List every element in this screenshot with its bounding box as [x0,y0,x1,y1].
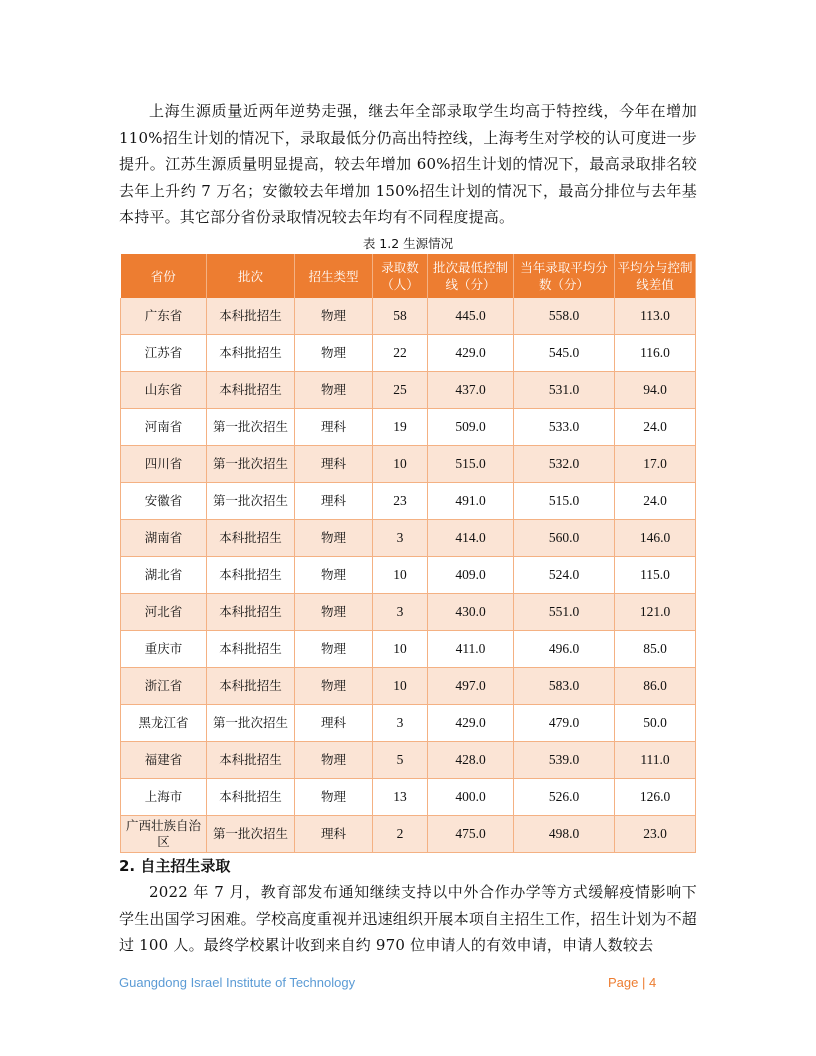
table-cell: 17.0 [615,446,696,483]
table-row [121,335,696,372]
table-row [121,298,696,335]
table-cell: 物理 [295,668,373,705]
enrollment-table [120,254,696,853]
table-cell: 560.0 [514,520,615,557]
table-cell: 126.0 [615,779,696,816]
table-cell: 本科批招生 [207,298,295,335]
table-cell: 85.0 [615,631,696,668]
table-cell: 第一批次招生 [207,705,295,742]
table-caption: 表 1.2 生源情况 [362,236,454,251]
section-heading: 2. 自主招生录取 [119,857,231,875]
table-cell: 本科批招生 [207,779,295,816]
table-cell: 第一批次招生 [207,483,295,520]
table-cell: 558.0 [514,298,615,335]
table-cell: 146.0 [615,520,696,557]
table-cell: 479.0 [514,705,615,742]
table-row [121,816,696,853]
footer-institution: Guangdong Israel Institute of Technology [119,975,356,990]
table-cell: 浙江省 [121,668,207,705]
table-cell: 广东省 [121,298,207,335]
table-row [121,668,696,705]
column-header: 省份 [121,254,207,298]
table-cell: 111.0 [615,742,696,779]
table-cell: 526.0 [514,779,615,816]
table-cell: 524.0 [514,557,615,594]
table-cell: 2 [373,816,428,853]
footer-page-number: Page | 4 [608,975,657,990]
table-cell: 理科 [295,483,373,520]
table-cell: 江苏省 [121,335,207,372]
table-cell: 116.0 [615,335,696,372]
table-cell: 理科 [295,409,373,446]
table-cell: 94.0 [615,372,696,409]
table-cell: 3 [373,594,428,631]
table-cell: 10 [373,668,428,705]
table-cell: 本科批招生 [207,520,295,557]
table-row [121,631,696,668]
table-cell: 本科批招生 [207,372,295,409]
table-cell: 24.0 [615,483,696,520]
table-cell: 理科 [295,705,373,742]
table-row [121,557,696,594]
table-cell: 539.0 [514,742,615,779]
table-cell: 物理 [295,631,373,668]
table-cell: 本科批招生 [207,742,295,779]
table-cell: 物理 [295,742,373,779]
table-row [121,372,696,409]
table-cell: 498.0 [514,816,615,853]
table-cell: 430.0 [428,594,514,631]
table-row [121,705,696,742]
table-cell: 545.0 [514,335,615,372]
table-cell: 533.0 [514,409,615,446]
table-cell: 湖南省 [121,520,207,557]
table-row [121,446,696,483]
table-cell: 5 [373,742,428,779]
table-cell: 491.0 [428,483,514,520]
table-cell: 10 [373,446,428,483]
table-cell: 23.0 [615,816,696,853]
table-cell: 第一批次招生 [207,816,295,853]
table-cell: 437.0 [428,372,514,409]
table-cell: 物理 [295,335,373,372]
table-row [121,779,696,816]
table-cell: 13 [373,779,428,816]
body-paragraph-2: 2022 年 7 月，教育部发布通知继续支持以中外合作办学等方式缓解疫情影响下学生出国学习困难。学校高度重视并迅速组织开展本项自主招生工作，招生计划为不超过 100 人。最终学校累计收到来自约 970 位申请人的有效申请，申请人数较去 [119,883,697,954]
column-header: 招生类型 [295,254,373,298]
table-cell: 本科批招生 [207,557,295,594]
table-cell: 58 [373,298,428,335]
table-cell: 475.0 [428,816,514,853]
table-cell: 25 [373,372,428,409]
table-cell: 理科 [295,816,373,853]
table-cell: 山东省 [121,372,207,409]
table-body [121,298,696,853]
table-cell: 福建省 [121,742,207,779]
table-cell: 第一批次招生 [207,409,295,446]
table-row [121,742,696,779]
table-cell: 本科批招生 [207,335,295,372]
table-cell: 445.0 [428,298,514,335]
table-cell: 24.0 [615,409,696,446]
table-cell: 515.0 [428,446,514,483]
table-cell: 583.0 [514,668,615,705]
table-cell: 551.0 [514,594,615,631]
table-cell: 414.0 [428,520,514,557]
table-cell: 第一批次招生 [207,446,295,483]
table-row [121,409,696,446]
table-cell: 广西壮族自治区 [121,816,207,853]
table-cell: 496.0 [514,631,615,668]
column-header: 录取数（人） [373,254,428,298]
table-cell: 河北省 [121,594,207,631]
table-cell: 重庆市 [121,631,207,668]
column-header: 平均分与控制线差值 [615,254,696,298]
table-cell: 400.0 [428,779,514,816]
table-header-row [121,254,696,298]
table-cell: 理科 [295,446,373,483]
table-cell: 411.0 [428,631,514,668]
column-header: 当年录取平均分数（分） [514,254,615,298]
table-cell: 物理 [295,520,373,557]
table-cell: 河南省 [121,409,207,446]
table-cell: 本科批招生 [207,668,295,705]
table-cell: 115.0 [615,557,696,594]
table-cell: 物理 [295,372,373,409]
table-row [121,483,696,520]
table-cell: 3 [373,520,428,557]
table-cell: 409.0 [428,557,514,594]
table-cell: 3 [373,705,428,742]
table-cell: 121.0 [615,594,696,631]
table-row [121,594,696,631]
table-cell: 86.0 [615,668,696,705]
table-cell: 515.0 [514,483,615,520]
table-row [121,520,696,557]
table-cell: 50.0 [615,705,696,742]
table-cell: 本科批招生 [207,631,295,668]
table-cell: 10 [373,631,428,668]
table-cell: 429.0 [428,335,514,372]
table-cell: 531.0 [514,372,615,409]
table-cell: 物理 [295,557,373,594]
table-cell: 四川省 [121,446,207,483]
table-cell: 19 [373,409,428,446]
table-cell: 497.0 [428,668,514,705]
table-cell: 429.0 [428,705,514,742]
table-cell: 113.0 [615,298,696,335]
column-header: 批次最低控制线（分） [428,254,514,298]
column-header: 批次 [207,254,295,298]
body-paragraph-1: 上海生源质量近两年逆势走强，继去年全部录取学生均高于特控线，今年在增加 110%招生计划的情况下，录取最低分仍高出特控线，上海考生对学校的认可度进一步提升。江苏生源质量明显提高，较去年增加 60%招生计划的情况下，最高录取排名较去年上升约 7 万名；安徽较去年增加 150%招生计划的情况下，最高分排位与去年基本持平。其它部分省份录取情况较去年均有不同程度提高。 [119,102,697,226]
table-cell: 物理 [295,298,373,335]
table-cell: 物理 [295,594,373,631]
table-cell: 湖北省 [121,557,207,594]
table-cell: 23 [373,483,428,520]
table-cell: 黑龙江省 [121,705,207,742]
table-cell: 安徽省 [121,483,207,520]
table-cell: 10 [373,557,428,594]
table-cell: 509.0 [428,409,514,446]
table-cell: 上海市 [121,779,207,816]
table-cell: 22 [373,335,428,372]
table-cell: 物理 [295,779,373,816]
table-cell: 428.0 [428,742,514,779]
table-cell: 本科批招生 [207,594,295,631]
table-cell: 532.0 [514,446,615,483]
